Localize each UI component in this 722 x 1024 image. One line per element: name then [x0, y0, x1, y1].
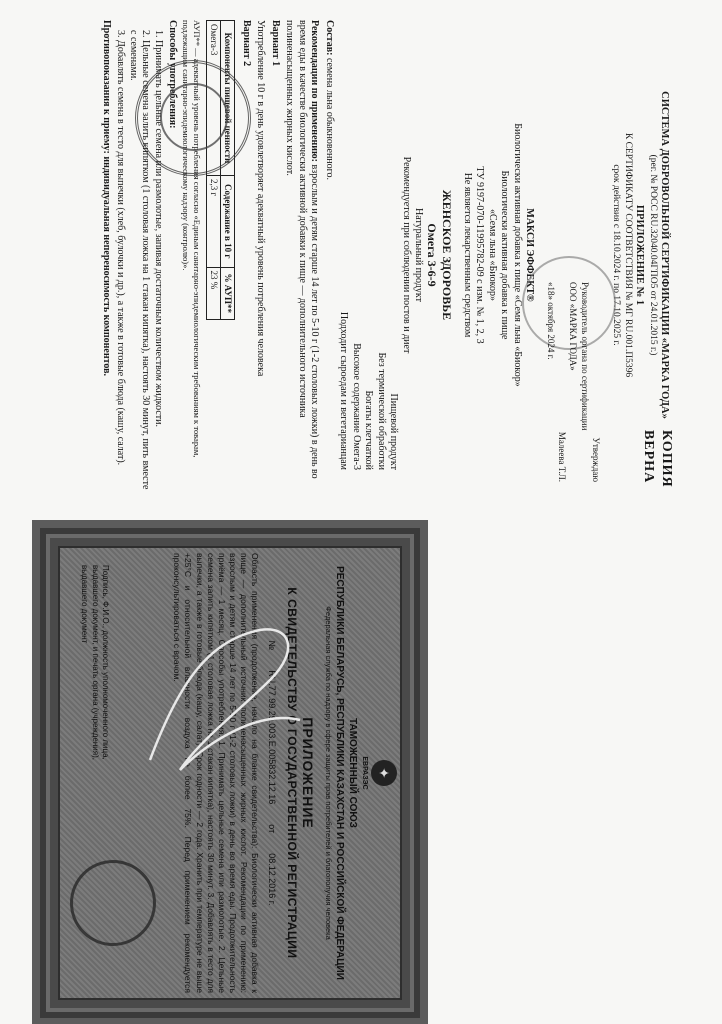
methods-heading: Способы употребления: [167, 20, 179, 129]
not-drug-note: Не является лекарственным средством [461, 172, 473, 338]
list-item: 1. Принимать цельные семена или размолотые, запивая достаточным количеством жидкости. [152, 30, 164, 428]
annex-document [51, 20, 674, 490]
table-header: Содержание в 10 г [220, 175, 234, 267]
certificate-body: Область применения (продолжение, начало на бланке свидетельства): Биологически активная добавка к пище — дополнительный источник полиненасыщенных жирных кислот. Рекомендации по применению: взрослым и детям старше 14 лет по 5-10 г (1-2 столовых ложки) в день во время еды. Продолжительность приёма — 1 месяц. Способы употребления: 1. Принимать цельные семена или размолотые. 2. Цельные семена залить кипятком (1 столовая ложка на 1 стакан кипятка), настоять 30 минут. 3. Добавлять в тесто для выпечки, а также в готовые блюда (кашу, салат). Срок годности — 2 года. Хранить при температуре не выше +25°С и относительной влажности воздуха не более 75%. Перед применением рекомендуется проконсультироваться с врачом. [172, 553, 260, 993]
claim-item: Высокое содержание Омега-3 [350, 343, 362, 470]
table-header: Компоненты пищевой ценности [220, 21, 234, 176]
variant-1-text: Употребление 10 г в день удовлетворяет адекватный уровень потребления человека [255, 20, 267, 377]
product-name: «Семя льна «Биокор» [486, 209, 498, 301]
eaes-logo-icon: ✦ [371, 760, 397, 786]
claims-list [337, 20, 400, 490]
approve-date: «18» октября 2024 г. [546, 282, 556, 360]
certificate-title: К СВИДЕТЕЛЬСТВУ О ГОСУДАРСТВЕННОЙ РЕГИСТРАЦИИ [285, 587, 300, 959]
certificate-number: RU.77.99.29.003.Е.005832.12.16 [267, 670, 278, 805]
organization-seal [135, 60, 251, 176]
variant-1-heading: Вариант 1 [269, 20, 281, 67]
contraindications: Противопоказания к приему: индивидуальная непереносимость компонентов. [100, 20, 112, 377]
certificate-seal [70, 860, 156, 946]
certificate-footer: Подпись, Ф.И.О., должность уполномоченного лица, выдавшего документ, и печать органа (учреждения), выдавшего документ [80, 565, 111, 760]
certificate-date: 08.12.2016 г. [267, 853, 278, 906]
claim-item: Подходит сыроедам и вегетарианцам [338, 311, 350, 470]
label-title: ЖЕНСКОЕ ЗДОРОВЬЕ [440, 189, 455, 321]
footnote: АУП** — адекватный уровень потребления согласно «Единым санитарно-эпидемиологическим требованиям к товарам, подлежащим санитарно-эпидемиологическому надзору (контролю)». [181, 20, 202, 458]
claim-item: Богаты клетчаткой [363, 390, 375, 470]
composition: Состав: семена льна обыкновенного. [323, 20, 335, 181]
approval-block [545, 282, 601, 482]
table-row: Омега-3 2,3 г 23 % [206, 21, 220, 320]
annex-title: ПРИЛОЖЕНИЕ [300, 717, 317, 829]
variant-2-heading: Вариант 2 [240, 20, 252, 67]
signature-scribble [140, 620, 310, 780]
tu-spec: ТУ 9197-070-11995782-09 с изм. № 1, 2, 3 [474, 166, 486, 344]
bio-label: Биологически активная добавка к пище [499, 170, 511, 340]
recommended-note: Рекомендуется при соблюдении постов и диет [400, 156, 412, 354]
logo-label: ЕВРАЗЭС [361, 756, 368, 790]
annex-number: ПРИЛОЖЕНИЕ № 1 [634, 204, 645, 306]
label-subtitle: Омега 3-6-9 [425, 223, 440, 287]
certificate-number-row: № RU.77.99.29.003.Е.005832.12.16 от 08.12.2016 г. [267, 640, 278, 906]
table-header: % АУП** [220, 267, 234, 319]
approve-name: Малеева Т.Л. [557, 431, 568, 482]
claim-item: Пищевой продукт [388, 393, 400, 470]
validity-period: срок действия с 18.10.2024 г. по 17.10.2025 г. [611, 164, 621, 346]
usage: Рекомендации по применению: взрослым и детям старше 14 лет по 5-10 г (1-2 столовых ложки) в день во время еды в качестве биологически активной добавки к пище — дополнительного источника полиненасыщенных жирных кислот. [284, 20, 321, 479]
service-name: Федеральная служба по надзору в сфере защиты прав потребителей и благополучия человека [324, 606, 333, 940]
approve-org: ООО «МАРКА ГОДА» [568, 282, 579, 371]
system-title: СИСТЕМА ДОБРОВОЛЬНОЙ СЕРТИФИКАЦИИ «МАРКА ГОДА» [659, 91, 670, 419]
list-item: 2. Цельные семена залить кипятком (1 столовая ложка на 1 стакан кипятка), настоять 30 минут, пить вместе с семенами. [127, 30, 152, 490]
list-item: 3. Добавлять семена в тесто для выпечки (хлеб, булочки и др.), а также в готовые блюда (кашу, салат). [115, 30, 127, 466]
approve-heading: Утверждаю [591, 437, 601, 482]
union-title: ТАМОЖЕННЫЙ СОЮЗ [347, 718, 358, 828]
system-reg: (рег. № РОСС RU.З2040.04ГПО5 от 24.01.2015 г.) [647, 154, 658, 356]
claim-item: Без термической обработки [375, 352, 387, 470]
union-countries: РЕСПУБЛИКИ БЕЛАРУСЬ, РЕСПУБЛИКИ КАЗАХСТАН И РОССИЙСКОЙ ФЕДЕРАЦИИ [334, 566, 345, 980]
natural-product: Натуральный продукт [413, 208, 425, 302]
product-description: Биологически активная добавка к пище «Семя льна «Биокор» [511, 123, 523, 387]
copy-verified-stamp: КОПИЯ ВЕРНА [641, 430, 674, 488]
certificate-line: К СЕРТИФИКАТУ СООТВЕТСТВИЯ № МГ RU.001.П5396 [622, 132, 633, 378]
brand-name: МАКСИ ЭФФЕКТ® [524, 208, 536, 302]
approve-role: Руководитель органа по сертификации [579, 282, 590, 431]
